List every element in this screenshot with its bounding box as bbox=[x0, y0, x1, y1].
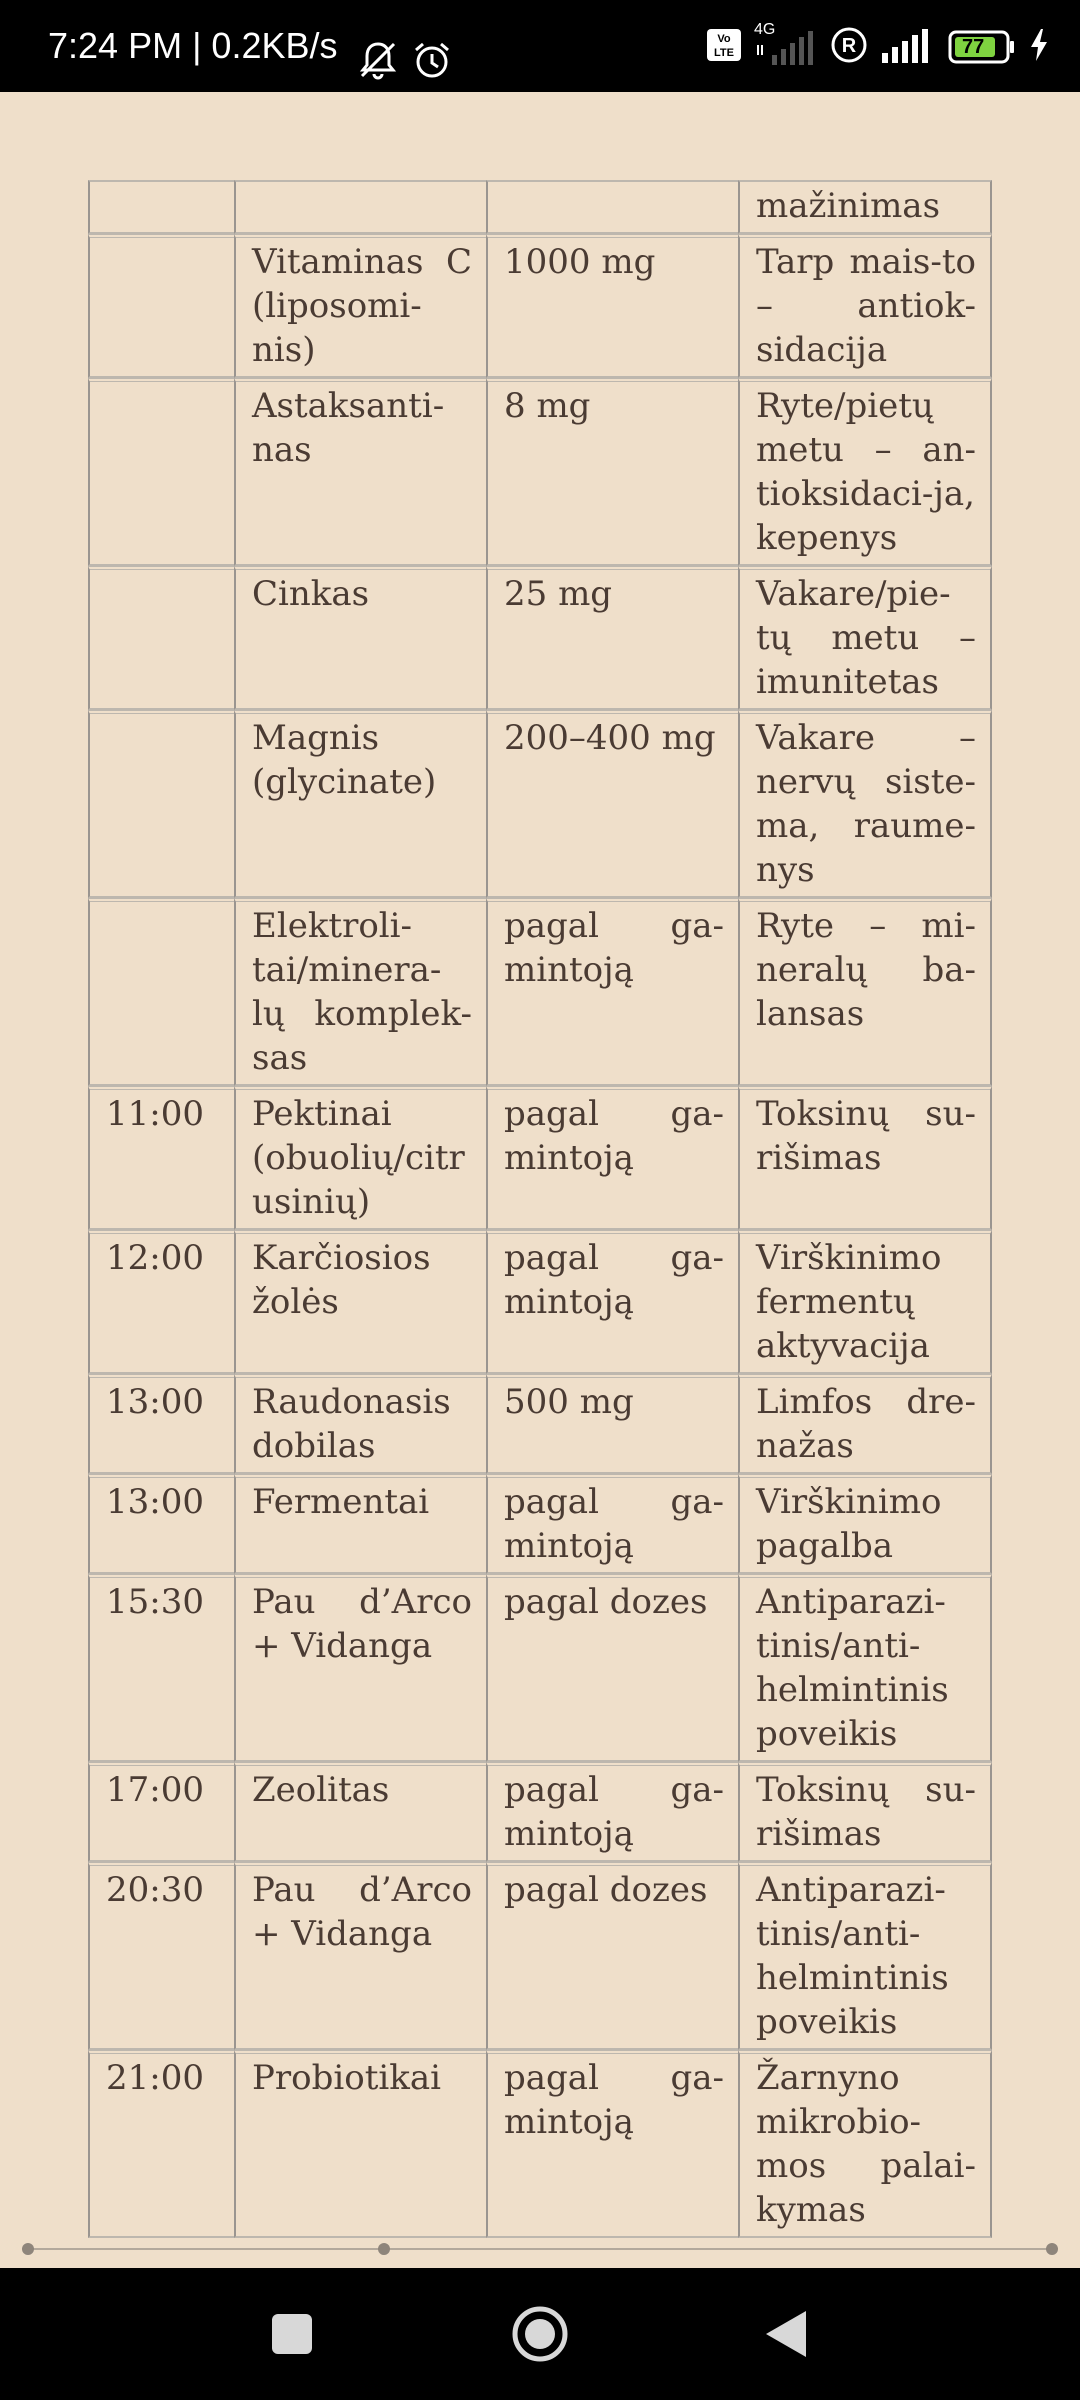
time-cell: 11:00 bbox=[88, 1086, 234, 1230]
dose-cell: 25 mg bbox=[486, 566, 738, 710]
dose-cell: 500 mg bbox=[486, 1374, 738, 1474]
table-row bbox=[88, 1086, 992, 1230]
home-circle-icon[interactable] bbox=[504, 2298, 576, 2370]
supplement-cell: Fermentai bbox=[234, 1474, 486, 1574]
purpose-cell: Toksinų su-rišimas bbox=[738, 1086, 992, 1230]
dose-cell: 1000 mg bbox=[486, 234, 738, 378]
table-row bbox=[88, 1374, 992, 1474]
table-row bbox=[88, 1762, 992, 1862]
time-cell: 21:00 bbox=[88, 2050, 234, 2238]
table-row bbox=[88, 1574, 992, 1762]
purpose-cell: Žarnyno mikrobio-mos palai-kymas bbox=[738, 2050, 992, 2238]
purpose-cell: Vakare/pie-tų metu – imunitetas bbox=[738, 566, 992, 710]
time-cell bbox=[88, 898, 234, 1086]
scroll-end-dot bbox=[1046, 2243, 1058, 2255]
time-cell bbox=[88, 234, 234, 378]
supplement-cell: Zeolitas bbox=[234, 1762, 486, 1862]
back-triangle-icon[interactable] bbox=[750, 2298, 822, 2370]
recents-square-icon[interactable] bbox=[256, 2298, 328, 2370]
purpose-cell: Limfos dre-nažas bbox=[738, 1374, 992, 1474]
dose-cell: pagal dozes bbox=[486, 1862, 738, 2050]
alarm-icon bbox=[410, 38, 454, 87]
dose-cell: pagal ga-mintoją bbox=[486, 1474, 738, 1574]
time-cell bbox=[88, 180, 234, 234]
purpose-cell: Virškinimo pagalba bbox=[738, 1474, 992, 1574]
battery-icon: 77 bbox=[948, 30, 1016, 64]
time-cell: 13:00 bbox=[88, 1474, 234, 1574]
time-cell bbox=[88, 710, 234, 898]
dose-cell: pagal ga-mintoją bbox=[486, 2050, 738, 2238]
supplement-cell bbox=[234, 180, 486, 234]
purpose-cell: Ryte – mi-neralų ba-lansas bbox=[738, 898, 992, 1086]
table-row bbox=[88, 378, 992, 566]
dose-cell: pagal ga-mintoją bbox=[486, 1230, 738, 1374]
signal-icon bbox=[880, 25, 936, 70]
supplement-cell: Pektinai (obuolių/citr usinių) bbox=[234, 1086, 486, 1230]
purpose-cell: Virškinimo fermentų aktyvacija bbox=[738, 1230, 992, 1374]
purpose-cell: Vakare – nervų siste-ma, raume-nys bbox=[738, 710, 992, 898]
mute-notification-icon bbox=[356, 38, 400, 87]
time-cell bbox=[88, 566, 234, 710]
supplement-cell: Magnis (glycinate) bbox=[234, 710, 486, 898]
supplement-cell: Karčiosios žolės bbox=[234, 1230, 486, 1374]
supplement-schedule-table-wrapper[interactable] bbox=[88, 180, 992, 2230]
table-row bbox=[88, 898, 992, 1086]
time-cell: 12:00 bbox=[88, 1230, 234, 1374]
charging-icon bbox=[1028, 27, 1050, 68]
table-row bbox=[88, 1230, 992, 1374]
purpose-cell: Antiparazi-tinis/anti-helmintinis poveikis bbox=[738, 1574, 992, 1762]
table-row bbox=[88, 180, 992, 234]
svg-text:Vo: Vo bbox=[717, 32, 731, 45]
status-bar bbox=[0, 0, 1080, 92]
navigation-bar bbox=[0, 2268, 1080, 2400]
supplement-cell: Astaksanti-nas bbox=[234, 378, 486, 566]
table-row bbox=[88, 1862, 992, 2050]
supplement-cell: Cinkas bbox=[234, 566, 486, 710]
dose-cell: pagal ga-mintoją bbox=[486, 898, 738, 1086]
svg-text:LTE: LTE bbox=[714, 46, 734, 59]
time-cell: 15:30 bbox=[88, 1574, 234, 1762]
scroll-start-dot bbox=[22, 2243, 34, 2255]
time-cell: 17:00 bbox=[88, 1762, 234, 1862]
scroll-thumb-dot[interactable] bbox=[378, 2243, 390, 2255]
supplement-cell: Pau d’Arco + Vidanga bbox=[234, 1862, 486, 2050]
supplement-cell: Pau d’Arco + Vidanga bbox=[234, 1574, 486, 1762]
time-cell: 20:30 bbox=[88, 1862, 234, 2050]
time-cell: 13:00 bbox=[88, 1374, 234, 1474]
purpose-cell: Antiparazi-tinis/anti-helmintinis poveikis bbox=[738, 1862, 992, 2050]
dose-cell: 200–400 mg bbox=[486, 710, 738, 898]
supplement-cell: Vitaminas C (liposomi-nis) bbox=[234, 234, 486, 378]
supplement-cell: Elektroli-tai/minera-lų komplek-sas bbox=[234, 898, 486, 1086]
table-row bbox=[88, 234, 992, 378]
table-row bbox=[88, 566, 992, 710]
dose-cell: pagal ga-mintoją bbox=[486, 1086, 738, 1230]
time-cell bbox=[88, 378, 234, 566]
purpose-cell: Tarp mais-to – antiok-sidacija bbox=[738, 234, 992, 378]
purpose-cell: Toksinų su-rišimas bbox=[738, 1762, 992, 1862]
dose-cell: pagal ga-mintoją bbox=[486, 1762, 738, 1862]
supplement-cell: Raudonasis dobilas bbox=[234, 1374, 486, 1474]
volte-icon bbox=[706, 28, 742, 67]
supplement-cell: Probiotikai bbox=[234, 2050, 486, 2238]
purpose-cell: mažinimas bbox=[738, 180, 992, 234]
purpose-cell: Ryte/pietų metu – an-tioksidaci-ja, kepenys bbox=[738, 378, 992, 566]
table-row bbox=[88, 710, 992, 898]
registered-icon bbox=[830, 26, 868, 69]
svg-text:R: R bbox=[841, 34, 857, 57]
horizontal-scroll-track[interactable] bbox=[26, 2248, 1054, 2250]
signal-4g-icon: 4G bbox=[754, 25, 818, 69]
dose-cell: 8 mg bbox=[486, 378, 738, 566]
dose-cell: pagal dozes bbox=[486, 1574, 738, 1762]
dose-cell bbox=[486, 180, 738, 234]
supplement-schedule-table bbox=[88, 180, 992, 2238]
table-row bbox=[88, 2050, 992, 2238]
table-body bbox=[88, 180, 992, 2238]
status-time-speed: 7:24 PM | 0.2KB/s bbox=[48, 25, 338, 66]
table-row bbox=[88, 1474, 992, 1574]
